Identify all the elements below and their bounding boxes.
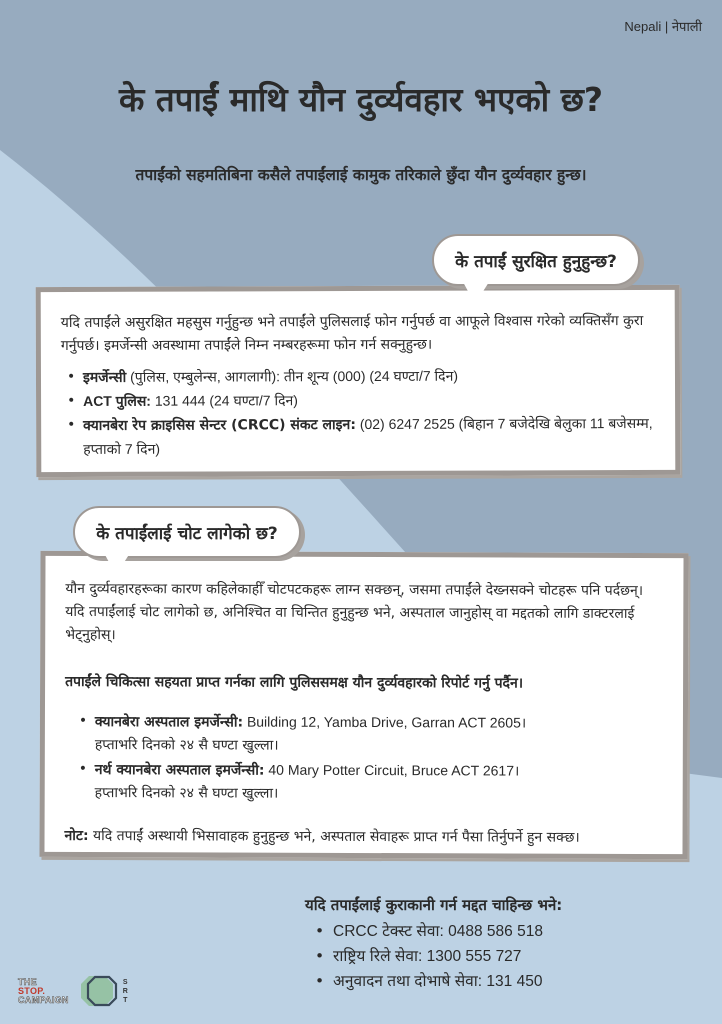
help-section <box>305 895 562 994</box>
stop-campaign-logo: THE STOP. CAMPAIGN <box>18 976 69 1005</box>
help-list <box>305 919 562 994</box>
srt-letters: S R T <box>122 978 128 1004</box>
visa-note <box>64 825 662 850</box>
safety-bubble-tail <box>463 282 489 304</box>
injury-bubble-tail <box>104 553 130 575</box>
footer-logos <box>18 974 128 1008</box>
safety-question-label: के तपाईं सुरक्षित हुनुहुन्छ? <box>455 251 617 272</box>
contact-item-emergency: • इमर्जेन्सी (पुलिस, एम्बुलेन्स, आगलागी): तीन शून्य (000) (24 घण्टा/7 दिन) <box>61 364 653 390</box>
help-item-relay: • राष्ट्रिय रिले सेवा: 1300 555 727 <box>305 944 562 969</box>
page-title: के तपाईं माथि यौन दुर्व्यवहार भएको छ? <box>119 80 603 119</box>
safety-card <box>36 285 681 477</box>
hospital-list <box>65 710 663 806</box>
visa-note-text: यदि तपाईं अस्थायी भिसावाहक हुनुहुन्छ भने, अस्पताल सेवाहरू प्राप्त गर्न पैसा तिर्नुपर्ने हुन सक्छ। <box>88 827 580 846</box>
emergency-contacts-list <box>61 364 653 462</box>
visa-note-label: नोट: <box>64 827 89 844</box>
help-item-interpreter: • अनुवादन तथा दोभाषे सेवा: 131 450 <box>305 969 562 994</box>
injury-question-label: के तपाईंलाई चोट लागेको छ? <box>96 523 278 544</box>
contact-item-act-police: • ACT पुलिस: 131 444 (24 घण्टा/7 दिन) <box>61 388 653 414</box>
no-report-notice: तपाईंले चिकित्सा सहयता प्राप्त गर्नका लागि पुलिससमक्ष यौन दुर्व्यवहारको रिपोर्ट गर्नु पर्दैन। <box>65 674 524 692</box>
srt-logo <box>79 974 128 1008</box>
hospital-item-canberra: • क्यानबेरा अस्पताल इमर्जेन्सी: Building 12, Yamba Drive, Garran ACT 2605। हप्ताभरि दिनको २४ सै घण्टा खुल्ला। <box>73 710 663 759</box>
srt-octagon-icon <box>79 974 119 1008</box>
help-title: यदि तपाईंलाई कुराकानी गर्न मद्दत चाहिन्छ भने: <box>305 896 563 914</box>
help-item-crcc-text: • CRCC टेक्स्ट सेवा: 0488 586 518 <box>305 919 562 944</box>
safety-intro: यदि तपाईंले असुरक्षित महसुस गर्नुहुन्छ भने तपाईंले पुलिसलाई फोन गर्नुपर्छ वा आफूले विश्वास गरेको व्यक्तिसँग कुरा गर्नुपर्छ। इमर्जेन्सी अवस्थामा तपाईंले निम्न नम्बरहरूमा फोन गर्न सक्नुहुन्छ। <box>60 313 644 355</box>
injury-intro: यौन दुर्व्यवहारहरूका कारण कहिलेकाहीँ चोटपटकहरू लाग्न सक्छन्, जसमा तपाईंले देख्नसक्ने चोटहरू पनि पर्दछन्। यदि तपाईंलाई चोट लागेको छ, अनिश्चित वा चिन्तित हुनुहुन्छ भने, अस्पताल जानुहोस् वा मद्दतको लागि डाक्टरलाई भेट्नुहोस्। <box>65 580 644 644</box>
injury-card <box>39 551 688 859</box>
hospital-item-north-canberra: • नर्थ क्यानबेरा अस्पताल इमर्जेन्सी: 40 Mary Potter Circuit, Bruce ACT 2617। हप्ताभरि दिनको २४ सै घण्टा खुल्ला। <box>73 758 663 807</box>
page-subtitle: तपाईंको सहमतिबिना कसैले तपाईंलाई कामुक तरिकाले छुँदा यौन दुर्व्यवहार हुन्छ। <box>135 166 587 184</box>
injury-question-bubble <box>73 506 301 558</box>
safety-question-bubble <box>432 234 640 286</box>
language-label: Nepali | नेपाली <box>624 19 702 34</box>
contact-item-crcc: • क्यानबेरा रेप क्राइसिस सेन्टर (CRCC) संकट लाइन: (02) 6247 2525 (बिहान 7 बजेदेखि बेलुका 11 बजेसम्म, हप्ताको 7 दिन) <box>61 412 653 462</box>
